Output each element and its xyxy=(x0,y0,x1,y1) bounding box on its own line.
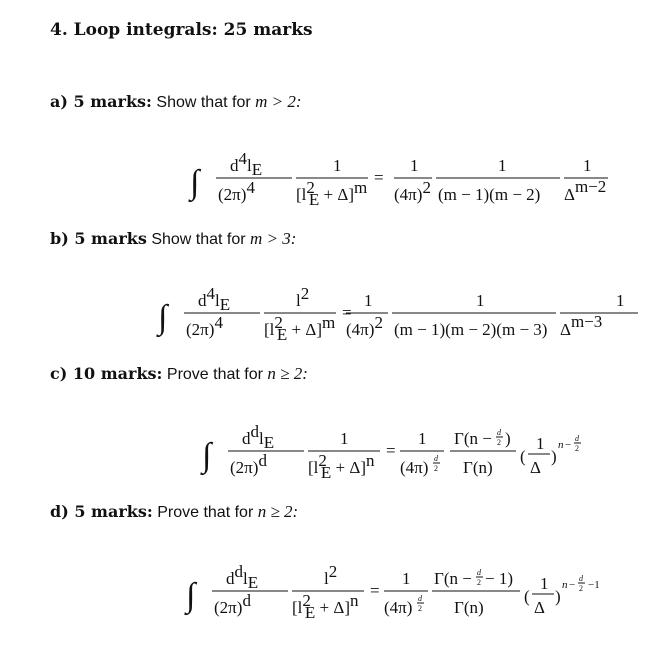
svg-text:Δm−3: Δm−3 xyxy=(560,312,603,339)
svg-text:2: 2 xyxy=(575,444,579,453)
svg-text:ddlE: ddlE xyxy=(242,422,275,452)
equation-d xyxy=(184,558,634,630)
svg-text:[l2E + Δ]m: [l2 E + Δ]m xyxy=(264,313,336,344)
part-b-text: Show that for xyxy=(151,231,246,248)
part-b-statement xyxy=(50,229,296,249)
part-c-label: c) 10 marks: xyxy=(50,364,163,383)
svg-text:(2π)d: (2π)d xyxy=(214,591,251,617)
svg-text:d: d xyxy=(434,454,438,463)
part-b-condition: m > 3: xyxy=(250,229,297,248)
svg-text:(2π)4: (2π)4 xyxy=(218,178,255,204)
part-a-condition: m > 2: xyxy=(255,92,302,111)
svg-text:1: 1 xyxy=(410,156,419,175)
svg-text:Γ(n −: Γ(n − xyxy=(434,569,472,588)
svg-text:l2: l2 xyxy=(324,562,338,588)
svg-text:(2π)d: (2π)d xyxy=(230,451,267,477)
svg-text:2: 2 xyxy=(477,578,481,587)
part-d-condition: n ≥ 2: xyxy=(257,502,299,521)
svg-text:Γ(n): Γ(n) xyxy=(463,458,493,477)
svg-text:−: − xyxy=(569,579,576,591)
part-a-label: a) 5 marks: xyxy=(50,92,152,111)
svg-text:n: n xyxy=(562,579,568,591)
svg-text:): ) xyxy=(505,429,511,448)
svg-text:=: = xyxy=(386,441,396,460)
part-b-label: b) 5 marks xyxy=(50,229,147,248)
svg-text:Δ: Δ xyxy=(530,458,541,477)
svg-text:1: 1 xyxy=(333,156,342,175)
svg-text:1: 1 xyxy=(536,434,545,453)
svg-text:1: 1 xyxy=(540,574,549,593)
svg-text:2: 2 xyxy=(497,438,501,447)
part-c-text: Prove that for xyxy=(166,366,263,383)
svg-text:(4π)2: (4π)2 xyxy=(346,313,383,339)
svg-text:1: 1 xyxy=(498,156,507,175)
svg-text:1: 1 xyxy=(340,429,349,448)
svg-text:2: 2 xyxy=(418,604,422,613)
svg-text:1: 1 xyxy=(476,291,485,310)
svg-text:d: d xyxy=(477,568,481,577)
svg-text:1: 1 xyxy=(402,569,411,588)
svg-text:=: = xyxy=(342,303,352,322)
equation-b xyxy=(156,280,646,350)
svg-text:(2π)4: (2π)4 xyxy=(186,313,223,339)
svg-text:2: 2 xyxy=(579,584,583,593)
svg-text:Δm−2: Δm−2 xyxy=(564,177,607,204)
part-a-statement xyxy=(50,92,302,112)
svg-text:2: 2 xyxy=(434,464,438,473)
svg-text:d4lE: d4lE xyxy=(198,284,231,314)
svg-text:(m − 1)(m − 2): (m − 1)(m − 2) xyxy=(438,185,541,204)
part-c-statement xyxy=(50,364,308,384)
svg-text:(: ( xyxy=(520,447,526,466)
part-d-text: Prove that for xyxy=(157,504,254,521)
part-d-statement xyxy=(50,502,298,522)
svg-text:d: d xyxy=(579,574,583,583)
equation-a xyxy=(188,145,628,215)
part-a-text: Show that for xyxy=(156,94,251,111)
svg-text:[l2E + Δ]n: [l2 E + Δ]n xyxy=(308,451,375,482)
svg-text:Γ(n): Γ(n) xyxy=(454,598,484,617)
svg-text:∫: ∫ xyxy=(186,577,196,614)
question-heading: 4. Loop integrals: 25 marks xyxy=(50,20,313,40)
svg-text:ddlE: ddlE xyxy=(226,562,259,592)
svg-text:∫: ∫ xyxy=(158,299,168,336)
svg-text:∫: ∫ xyxy=(202,437,212,474)
svg-text:(4π): (4π) xyxy=(384,598,413,617)
svg-text:d: d xyxy=(497,428,501,437)
svg-text:Δ: Δ xyxy=(534,598,545,617)
svg-text:[l2E + Δ]m: [l2 E + Δ]m xyxy=(296,178,368,209)
svg-text:1: 1 xyxy=(616,291,625,310)
svg-text:∫: ∫ xyxy=(190,164,200,201)
svg-text:1: 1 xyxy=(364,291,373,310)
svg-text:n: n xyxy=(558,439,564,451)
svg-text:d: d xyxy=(418,594,422,603)
equation-c xyxy=(200,418,620,490)
svg-text:l2: l2 xyxy=(296,284,310,310)
svg-text:=: = xyxy=(370,581,380,600)
svg-text:(m − 1)(m − 2)(m − 3): (m − 1)(m − 2)(m − 3) xyxy=(394,320,548,339)
svg-text:=: = xyxy=(374,168,384,187)
svg-text:(4π): (4π) xyxy=(400,458,429,477)
svg-text:− 1): − 1) xyxy=(485,569,513,588)
svg-text:−1: −1 xyxy=(588,579,600,591)
part-c-condition: n ≥ 2: xyxy=(267,364,308,383)
svg-text:(4π)2: (4π)2 xyxy=(394,178,431,204)
part-d-label: d) 5 marks: xyxy=(50,502,153,521)
svg-text:(: ( xyxy=(524,587,530,606)
svg-text:[l2E + Δ]n: [l2 E + Δ]n xyxy=(292,591,359,622)
svg-text:d4lE: d4lE xyxy=(230,149,263,179)
svg-text:1: 1 xyxy=(583,156,592,175)
svg-text:d: d xyxy=(575,434,579,443)
svg-text:Γ(n −: Γ(n − xyxy=(454,429,492,448)
svg-text:): ) xyxy=(555,587,561,606)
svg-text:1: 1 xyxy=(418,429,427,448)
svg-text:): ) xyxy=(551,447,557,466)
svg-text:−: − xyxy=(565,439,572,451)
